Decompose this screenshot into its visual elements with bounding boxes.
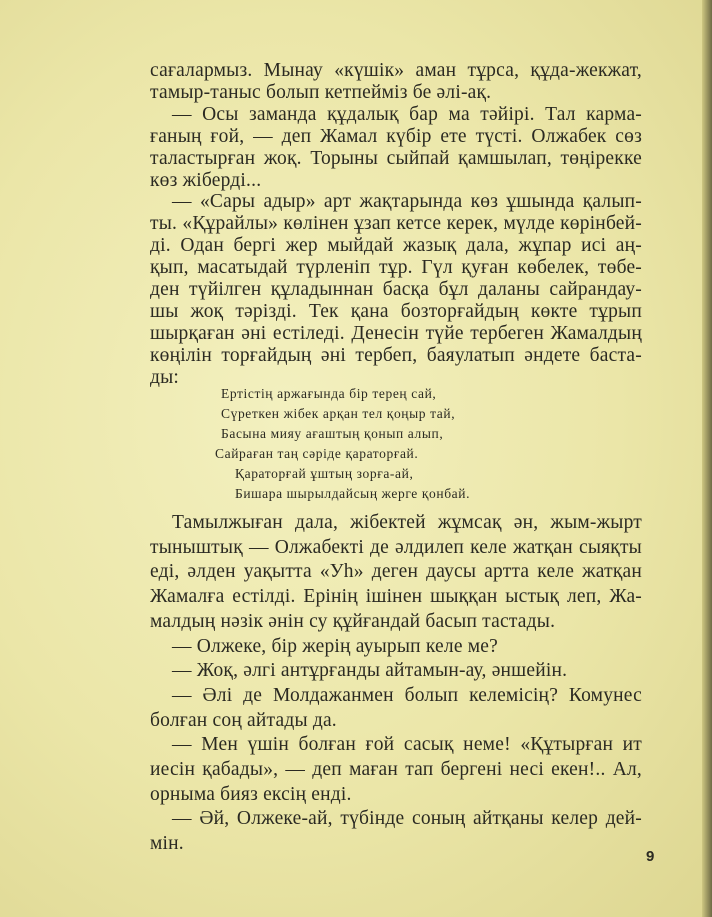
text-line: Тамылжыған дала, жібектей жұмсақ ән, жым-жырт bbox=[172, 512, 642, 533]
text-line: таластырған жоқ. Торыны сыйпай қамшылап, төңірекке bbox=[150, 147, 642, 169]
poem-line: Сайраған таң сәріде қараторғай. bbox=[215, 446, 419, 461]
poem-line: Бишара шырылдайсың жерге қонбай. bbox=[235, 486, 471, 501]
text-line: ты. «Құрайлы» көлінен ұзап кетсе керек, мүлде көрінбей- bbox=[150, 213, 642, 235]
page-number: 9 bbox=[646, 848, 655, 865]
text-line: ғаның ғой, — деп Жамал күбір ете түсті. Олжабек сөз bbox=[150, 125, 642, 147]
text-line: — Мен үшін болған ғой сасық неме! «Құтырған ит bbox=[172, 734, 642, 756]
text-line: тамыр-таныс болып кетпейміз бе әлі-ақ. bbox=[150, 81, 492, 103]
text-line: — Әлі де Молдажанмен болып келемісің? Комунес bbox=[172, 684, 642, 706]
text-line: ды: bbox=[150, 366, 180, 388]
text-line: көз жіберді... bbox=[150, 169, 262, 191]
text-line: шырқаған әні естіледі. Денесін түйе тербеген Жамалдың bbox=[150, 322, 642, 344]
poem-line: Басына мияу ағаштың қонып алып, bbox=[221, 426, 444, 441]
text-line: — Жоқ, әлгі антұрғанды айтамын-ау, әншейін. bbox=[172, 660, 568, 682]
poem-line: Ертістің аржағында бір терең сай, bbox=[221, 386, 437, 401]
poem-line: Қараторғай ұштың зорға-ай, bbox=[235, 466, 414, 481]
text-line: мін. bbox=[150, 833, 184, 855]
text-line: еді, әлден уақытта «Уһ» деген даусы артта келе жатқан bbox=[150, 561, 642, 583]
text-line: — Осы заманда құдалық бар ма тәйірі. Тал карма- bbox=[172, 103, 642, 125]
text-line: көңілін торғайдың әні тербеп, баяулатып әндете баста- bbox=[150, 344, 642, 366]
text-line: — Әй, Олжеке-ай, түбінде соның айтқаны келер дей- bbox=[172, 808, 642, 830]
text-line: — «Сары адыр» арт жақтарында көз ұшында қалып- bbox=[172, 191, 642, 213]
text-line: иесін қабады», — деп маған тап бергені несі екен!.. Ал, bbox=[150, 759, 642, 780]
text-line: ді. Одан бергі жер мыйдай жазық дала, жұпар исі аң- bbox=[150, 235, 642, 257]
text-line: қып, масатыдай түрленіп тұр. Гүл қуған көбелек, төбе- bbox=[150, 257, 642, 279]
text-line: Жамалға естілді. Ерінің ішінен шыққан ыстық леп, Жа- bbox=[150, 586, 642, 608]
text-line: болған соң айтады да. bbox=[150, 709, 337, 731]
text-line: шы жоқ тәрізді. Тек қана бозторғайдың көкте тұрып bbox=[150, 300, 642, 322]
poem-line: Сүреткен жібек арқан тел қоңыр тай, bbox=[221, 406, 456, 421]
text-line: ден түйілген құладыннан басқа бұл даланы сайрандау- bbox=[150, 279, 642, 300]
page-edge-shadow bbox=[702, 0, 712, 917]
text-line: сағалармыз. Мынау «күшік» аман тұрса, құда-жекжат, bbox=[150, 60, 642, 81]
text-line: тыныштық — Олжабекті де әлдилеп келе жатқан сыяқты bbox=[150, 536, 642, 558]
text-line: орныма бияз ексің енді. bbox=[150, 783, 352, 805]
text-line: малдың нәзік әнін су құйғандай басып тастады. bbox=[150, 610, 556, 632]
text-line: — Олжеке, бір жерің ауырып келе ме? bbox=[172, 635, 498, 657]
